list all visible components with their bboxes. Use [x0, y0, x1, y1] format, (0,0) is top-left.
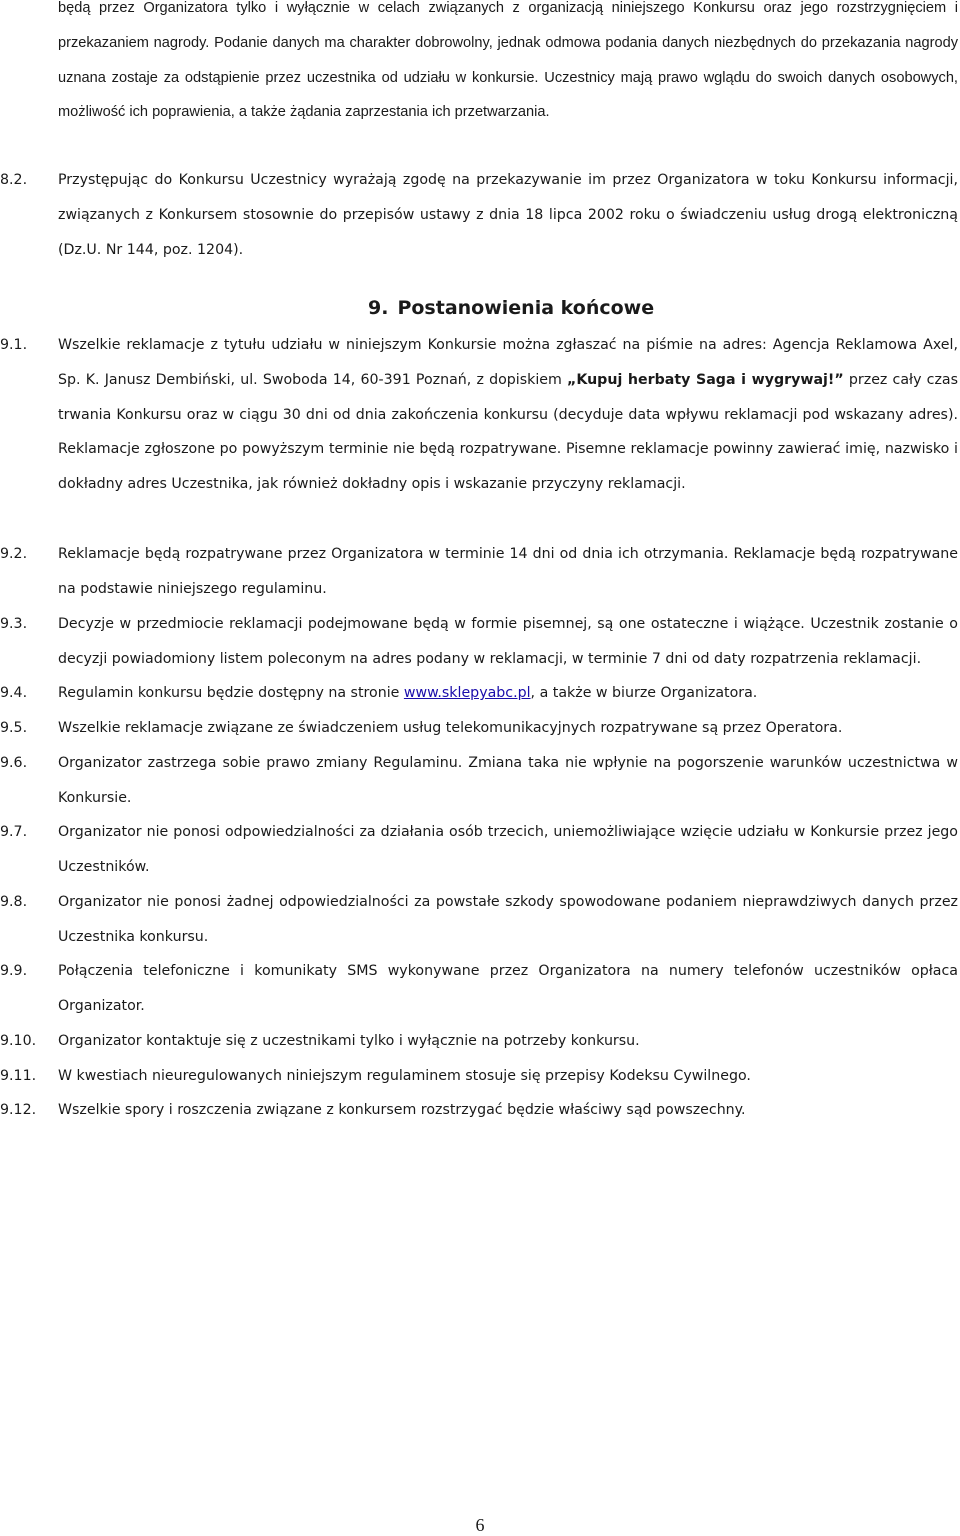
section-text: Organizator nie ponosi odpowiedzialności za działania osób trzecich, uniemożliwiające wzięcie udziału w Konkursie przez jego Uczestników. [58, 824, 958, 875]
section-text: Regulamin konkursu będzie dostępny na stronie www.sklepyabc.pl, a także w biurze Organizatora. [58, 685, 758, 701]
section-9-11 [0, 1059, 958, 1094]
intro-text: będą przez Organizatora tylko i wyłącznie w celach związanych z organizacją niniejszego Konkursu oraz jego rozstrzygnięciem i przekazaniem nagrody. Podanie danych ma charakter dobrowolny, jednak odmowa podania danych niezbędnych do przekazania nagrody uznana zostaje za odstąpienie przez uczestnika od udziału w konkursie. Uczestnicy mają prawo wglądu do swoich danych osobowych, możliwość ich poprawienia, a także żądania zaprzestania ich przetwarzania. [58, 0, 958, 121]
section-9-9 [0, 954, 958, 1024]
section-number: 9.2. [0, 546, 28, 562]
section-9-12 [0, 1093, 958, 1128]
section-number: 8.2. [0, 172, 28, 188]
section-text: Organizator zastrzega sobie prawo zmiany Regulaminu. Zmiana taka nie wpłynie na pogorszenie warunków uczestnictwa w Konkursie. [58, 755, 958, 806]
section-9-3 [0, 607, 958, 677]
section-text: Wszelkie reklamacje z tytułu udziału w niniejszym Konkursie można zgłaszać na piśmie na adres: Agencja Reklamowa Axel, Sp. K. Janusz Dembiński, ul. Swoboda 14, 60-391 Poznań, z dopiskiem „Kupuj herbaty Saga i wygrywaj!” przez cały czas trwania Konkursu oraz w ciągu 30 dni od dnia zakończenia konkursu (decyduje data wpływu reklamacji pod wskazany adres). Reklamacje zgłoszone po powyższym terminie nie będą rozpatrywane. Pisemne reklamacje powinny zawierać imię, nazwisko i dokładny adres Uczestnika, jak również dokładny opis i wskazanie przyczyny reklamacji. [58, 337, 958, 493]
section-9-8 [0, 885, 958, 955]
website-link[interactable]: www.sklepyabc.pl [403, 685, 531, 701]
campaign-name: „Kupuj herbaty Saga i wygrywaj!” [567, 371, 844, 388]
section-text: Wszelkie spory i roszczenia związane z konkursem rozstrzygać będzie właściwy sąd powszechny. [58, 1102, 746, 1118]
section-9-4 [0, 676, 958, 711]
section-number: 9.12. [0, 1102, 37, 1118]
section-number: 9.10. [0, 1033, 37, 1049]
section-text: Połączenia telefoniczne i komunikaty SMS wykonywane przez Organizatora na numery telefonów uczestników opłaca Organizator. [58, 963, 958, 1014]
section-text: Przystępując do Konkursu Uczestnicy wyrażają zgodę na przekazywanie im przez Organizatora w toku Konkursu informacji, związanych z Konkursem stosownie do przepisów ustawy z dnia 18 lipca 2002 roku o świadczeniu usług drogą elektroniczną (Dz.U. Nr 144, poz. 1204). [58, 172, 958, 258]
section-text: W kwestiach nieuregulowanych niniejszym regulaminem stosuje się przepisy Kodeksu Cywilnego. [58, 1068, 751, 1084]
page-number: 6 [475, 1515, 485, 1535]
section-number: 9.8. [0, 894, 28, 910]
section-number: 9.5. [0, 720, 28, 736]
section-number: 9.7. [0, 824, 28, 840]
section-9-6 [0, 746, 958, 816]
section-number: 9.4. [0, 685, 28, 701]
section-8-2 [0, 163, 958, 267]
heading-number: 9. [368, 297, 389, 319]
section-number: 9.6. [0, 755, 28, 771]
section-9-10 [0, 1024, 958, 1059]
section-9-2 [0, 537, 958, 607]
section-text: Organizator nie ponosi żadnej odpowiedzialności za powstałe szkody spowodowane podaniem nieprawdziwych danych przez Uczestnika konkursu. [58, 894, 958, 945]
section-number: 9.11. [0, 1068, 37, 1084]
section-9-1 [0, 328, 958, 502]
section-text: Organizator kontaktuje się z uczestnikami tylko i wyłącznie na potrzeby konkursu. [58, 1033, 640, 1049]
heading-title: Postanowienia końcowe [397, 297, 655, 319]
section-number: 9.9. [0, 963, 28, 979]
section-number: 9.3. [0, 616, 28, 632]
section-number: 9.1. [0, 337, 28, 353]
section-text: Decyzje w przedmiocie reklamacji podejmowane będą w formie pisemnej, są one ostateczne i wiążące. Uczestnik zostanie o decyzji powiadomiony listem poleconym na adres podany w reklamacji, w terminie 7 dni od daty rozpatrzenia reklamacji. [58, 616, 958, 667]
paragraph-continuation [0, 0, 958, 130]
section-text: Wszelkie reklamacje związane ze świadczeniem usług telekomunikacyjnych rozpatrywane są przez Operatora. [58, 720, 843, 736]
section-text: Reklamacje będą rozpatrywane przez Organizatora w terminie 14 dni od dnia ich otrzymania. Reklamacje będą rozpatrywane na podstawie niniejszego regulaminu. [58, 546, 958, 597]
section-9-7 [0, 815, 958, 885]
section-heading [368, 293, 654, 323]
section-9-5 [0, 711, 958, 746]
